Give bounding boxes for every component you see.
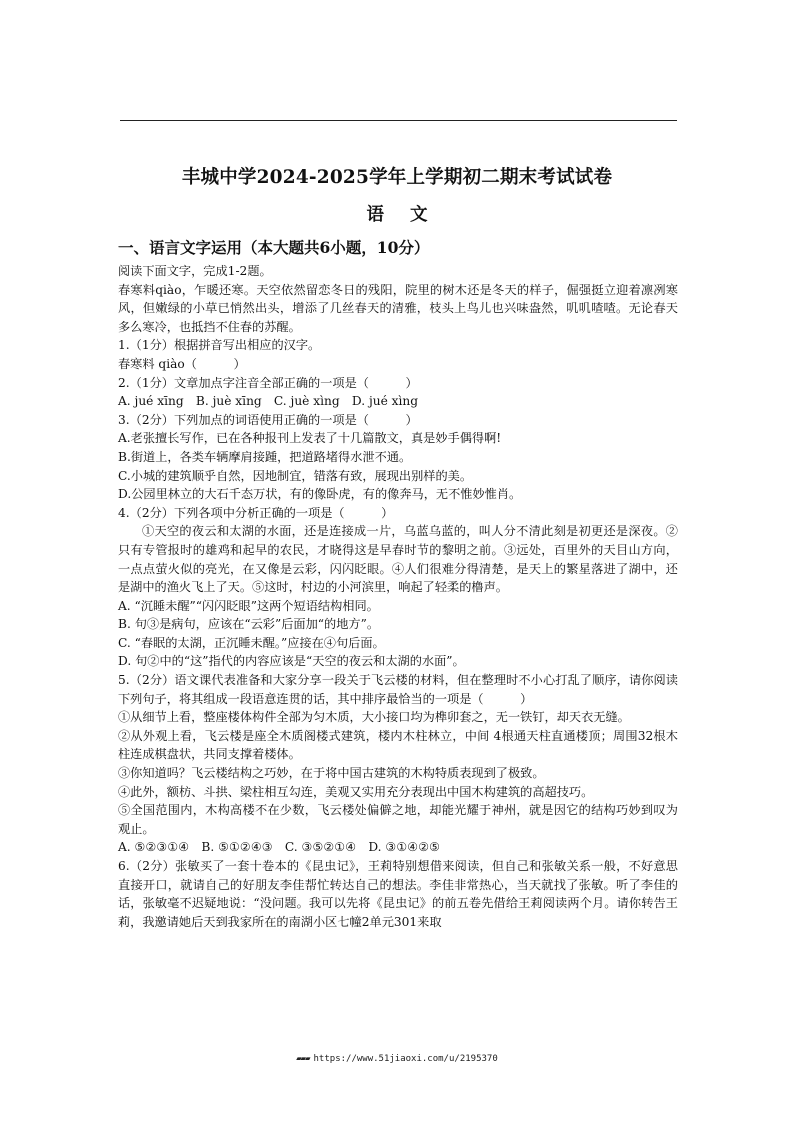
question-3-option-d: D.公园里林立的大石千态万状，有的像卧虎，有的像奔马，无不惟妙惟肖。 [118, 487, 522, 502]
question-3: 3.（2分）下列加点的词语使用正确的一项是（ ） [118, 412, 418, 427]
question-3-option-b: B.街道上，各类车辆摩肩接踵，把道路堵得水泄不通。 [118, 449, 412, 464]
question-5-sentence-1: ①从细节上看，整座楼体构件全部为匀木质，大小接口均为榫卯套之，无一铁钉，却天衣无缝。 [118, 710, 630, 725]
question-6: 6.（2分）张敏买了一套十卷本的《昆虫记》，王莉特别想借来阅读，但自己和张敏关系一般，不好意思直接开口，就请自己的好朋友李佳帮忙转达自己的想法。李佳非常热心，当天就找了张敏。听了李佳的话，张敏毫不迟疑地说：“没问题。我可以先将《昆虫记》的前五卷先借给王莉阅读两个月。请你转告王莉，我邀请她后天到我家所在的南湖小区七幢2单元301来取 [118, 859, 678, 929]
question-1: 1.（1分）根据拼音写出相应的汉字。 [118, 338, 321, 353]
question-1-blank: 春寒料 qiào（ ） [118, 356, 246, 371]
exam-title: 丰城中学2024-2025学年上学期初二期末考试试卷 [181, 167, 613, 188]
question-4-option-a: A. “沉睡未醒”“闪闪眨眼”这两个短语结构相同。 [118, 598, 379, 613]
page-footer [0, 1054, 794, 1064]
question-5-sentence-3: ③你知道吗？飞云楼结构之巧妙，在于将中国古建筑的木构特质表现到了极致。 [118, 766, 545, 781]
question-4-option-c: C. “春眠的太湖，正沉睡未醒。”应接在④句后面。 [118, 635, 385, 650]
reading-instruction: 阅读下面文字，完成1-2题。 [118, 264, 272, 278]
question-2: 2.（1分）文章加点字注音全部正确的一项是（ ） [118, 375, 418, 390]
question-3-option-a: A.老张擅长写作，已在各种报刊上发表了十几篇散文，真是妙手偶得啊! [118, 431, 502, 446]
exam-content [118, 262, 678, 931]
site-logo-icon: ▰▰▰ [296, 1054, 310, 1064]
header-rule [120, 120, 677, 121]
footer-url[interactable]: https://www.51jiaoxi.com/u/2195370 [313, 1054, 498, 1064]
question-5-options: A. ⑤②③①④ B. ⑤①②④③ C. ③⑤②①④ D. ③①④②⑤ [118, 840, 441, 855]
section-heading: 一、语言文字运用（本大题共6小题，10分） [118, 238, 430, 257]
question-5-sentence-4: ④此外，额枋、斗拱、梁柱相互勾连，美观又实用充分表现出中国木构建筑的高超技巧。 [118, 784, 594, 799]
question-4-option-b: B. 句③是病句，应该在“云彩”后面加“的地方”。 [118, 617, 380, 632]
question-5-sentence-2: ②从外观上看，飞云楼是座全木质阁楼式建筑，楼内木柱林立，中间 4根通天柱直通楼顶；周围32根木柱连成棋盘状，共同支撑着楼体。 [118, 728, 678, 762]
question-4: 4.（2分）下列各项中分析正确的一项是（ ） [118, 505, 394, 520]
question-4-option-d: D. 句②中的“这”指代的内容应该是“天空的夜云和太湖的水面”。 [118, 654, 465, 669]
subject-heading: 语文 [366, 205, 454, 225]
question-2-options: A. jué xīng B. juè xīng C. juè xìng D. jué xìng [118, 394, 419, 409]
question-5: 5.（2分）语文课代表准备和大家分享一段关于飞云楼的材料，但在整理时不小心打乱了顺序，请你阅读下列句子，将其组成一段语意连贯的话，其中排序最恰当的一项是（ ） [118, 673, 678, 706]
question-3-option-c: C.小城的建筑顺乎自然，因地制宜，错落有致，展现出别样的美。 [118, 468, 473, 483]
question-4-passage: ①天空的夜云和太湖的水面，还是连接成一片，乌蓝乌蓝的，叫人分不清此刻是初更还是深夜。②只有专管报时的雄鸡和起早的农民，才晓得这是早春时节的黎明之前。③远处，百里外的天目山方向，一点点萤火似的亮光，在又像是云彩，闪闪眨眼。④人们很难分得清楚，是天上的繁星落进了湖中，还是湖中的渔火飞上了天。⑤这时，村边的小河滨里，响起了轻柔的橹声。 [118, 524, 678, 595]
question-5-sentence-5: ⑤全国范围内，木构高楼不在少数，飞云楼处偏僻之地，却能光耀于神州，就是因它的结构巧妙到叹为观止。 [118, 803, 678, 836]
reading-passage: 春寒料qiào，乍暖还寒。天空依然留恋冬日的残阳，院里的树木还是冬天的样子，倔强挺立迎着凛冽寒风，但嫩绿的小草已悄然出头，增添了几丝春天的清雅，枝头上鸟儿也兴味盎然，叽叽喳喳。无论春天多么寒冷，也抵挡不住春的苏醒。 [118, 282, 678, 334]
